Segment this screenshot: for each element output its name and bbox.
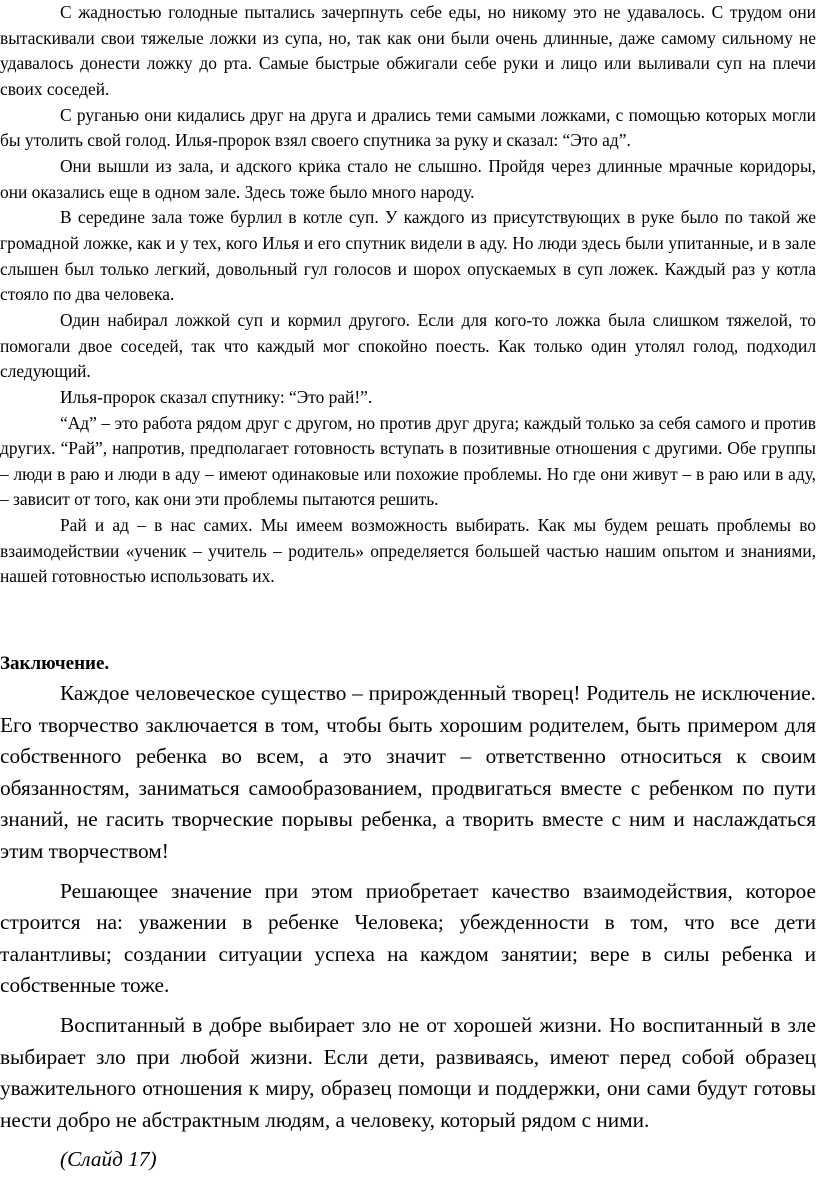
conclusion-paragraph: Решающее значение при этом приобретает качество взаимодействия, которое строится на: уважении в ребенке Человека; убежденности в том, что все дети талантливы; создании ситуации успеха на каждом занятии; вере в силы ребенка и собственные тоже. xyxy=(0,878,816,998)
story-section xyxy=(0,0,816,590)
story-paragraph: Они вышли из зала, и адского крика стало не слышно. Пройдя через длинные мрачные коридоры, они оказались еще в одном зале. Здесь тоже было много народу. xyxy=(0,155,816,202)
story-paragraph: Один набирал ложкой суп и кормил другого. Если для кого-то ложка была слишком тяжелой, то помогали двое соседей, так что каждый мог спокойно поесть. Как только один утолял голод, подходил следующий. xyxy=(0,309,816,382)
story-paragraph: В середине зала тоже бурлил в котле суп. У каждого из присутствующих в руке было по такой же громадной ложке, как и у тех, кого Илья и его спутник видели в аду. Но люди здесь были упитанные, и в зале слышен был только легкий, довольный гул голосов и шорох опускаемых в суп ложек. Каждый раз у котла стояло по два человека. xyxy=(0,207,816,305)
conclusion-heading: Заключение. xyxy=(0,653,110,674)
story-paragraph: Илья-пророк сказал спутнику: “Это рай!”. xyxy=(60,386,373,407)
story-paragraph: Рай и ад – в нас самих. Мы имеем возможность выбирать. Как мы будем решать проблемы во взаимодействии «ученик – учитель – родитель» определяется большей частью нашим опытом и знаниями, нашей готовностью использовать их. xyxy=(0,515,816,587)
story-paragraph: С жадностью голодные пытались зачерпнуть себе еды, но никому это не удавалось. С трудом они вытаскивали свои тяжелые ложки из супа, но, так как они были очень длинные, даже самому сильному не удавалось донести ложку до рта. Самые быстрые обжигали себе руки и лицо или выливали суп на плечи своих соседей. xyxy=(0,2,816,99)
story-paragraph: “Ад” – это работа рядом друг с другом, но против друг друга; каждый только за себя самого и против других. “Рай”, напротив, предполагает готовность вступать в позитивные отношения с другими. Обе группы – люди в раю и люди в аду – имеют одинаковые или похожие проблемы. Но где они живут – в раю или в аду, – зависит от того, как они эти проблемы пытаются решить. xyxy=(0,412,816,510)
conclusion-paragraph: Каждое человеческое существо – прирожденный творец! Родитель не исключение. Его творчество заключается в том, чтобы быть хорошим родителем, быть примером для собственного ребенка во всем, а это значит – ответственно относиться к своим обязанностям, заниматься самообразованием, продвигаться вместе с ребенком по пути знаний, не гасить творческие порывы ребенка, а творить вместе с ним и наслаждаться этим творчеством! xyxy=(0,681,816,863)
conclusion-section xyxy=(0,678,816,1184)
slide-note: (Слайд 17) xyxy=(60,1147,157,1172)
story-paragraph: С руганью они кидались друг на друга и дрались теми самыми ложками, с помощью которых могли бы утолить свой голод. Илья-пророк взял своего спутника за руку и сказал: “Это ад”. xyxy=(0,104,816,151)
conclusion-paragraph: Воспитанный в добре выбирает зло не от хорошей жизни. Но воспитанный в зле выбирает зло при любой жизни. Если дети, развиваясь, имеют перед собой образец уважительного отношения к миру, образец помощи и поддержки, они сами будут готовы нести добро не абстрактным людям, а человеку, который рядом с ними. xyxy=(0,1012,816,1132)
